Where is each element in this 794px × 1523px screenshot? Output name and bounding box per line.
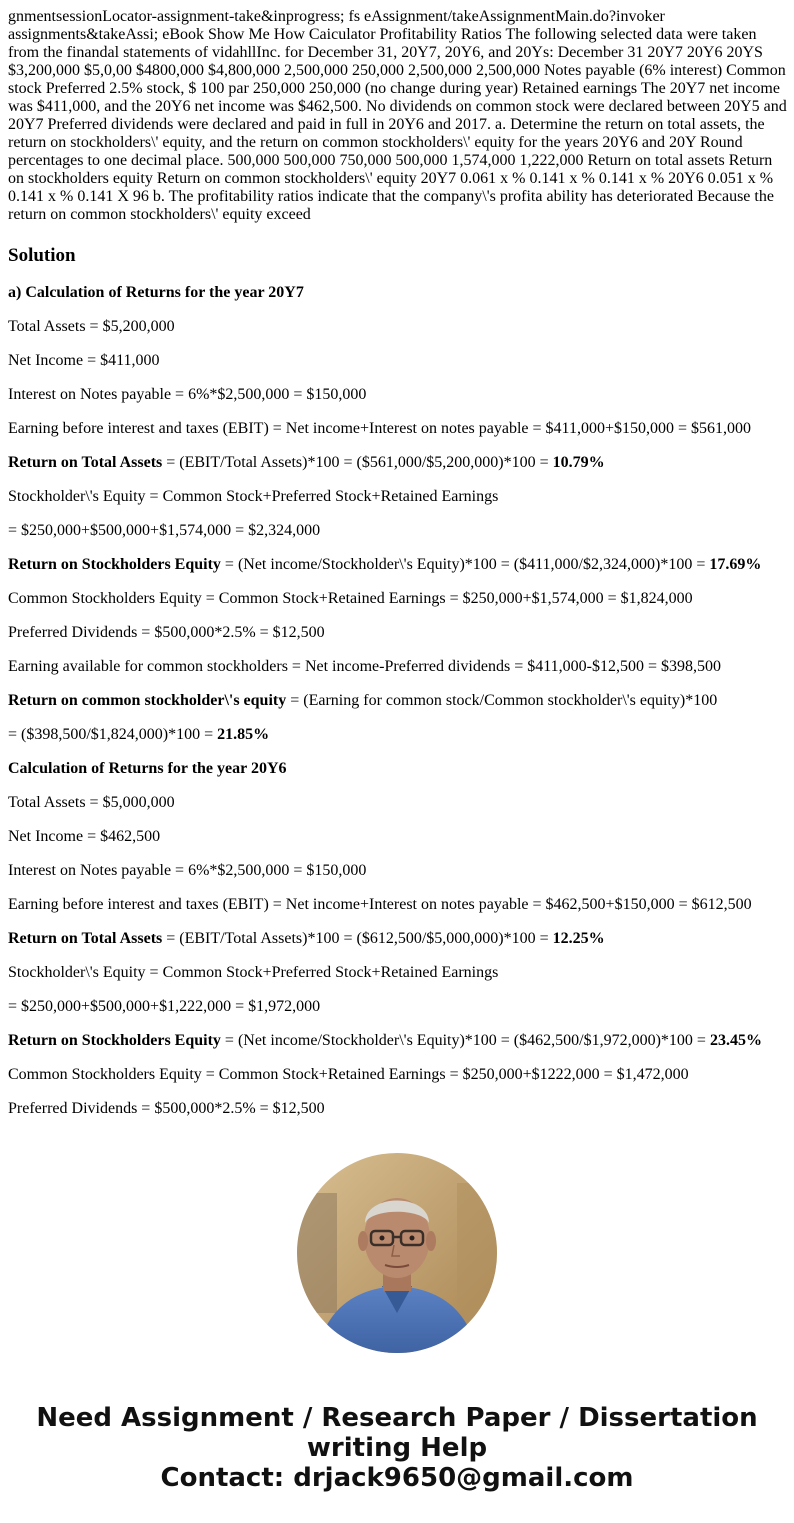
solution-line	[8, 1032, 788, 1050]
solution-line	[8, 488, 788, 506]
solution-line	[8, 964, 788, 982]
line-text: Net Income = $411,000	[8, 352, 160, 369]
solution-line	[8, 522, 788, 540]
solution-line	[8, 794, 788, 812]
line-text: Earning before interest and taxes (EBIT) = Net income+Interest on notes payable = $462,500+$150,000 = $612,500	[8, 896, 752, 913]
footer-line-3: Contact: drjack9650@gmail.com	[160, 1463, 634, 1493]
solution-line	[8, 590, 788, 608]
line-text: = (EBIT/Total Assets)*100 = ($561,000/$5,200,000)*100 =	[162, 454, 553, 471]
line-text: = ($398,500/$1,824,000)*100 =	[8, 726, 218, 743]
solution-line	[8, 1100, 788, 1118]
solution-line	[8, 1066, 788, 1084]
line-text: = (Net income/Stockholder\'s Equity)*100 = ($462,500/$1,972,000)*100 =	[220, 1032, 710, 1049]
solution-line	[8, 760, 788, 778]
solution-line	[8, 624, 788, 642]
solution-heading: Solution	[8, 245, 76, 266]
document-body	[8, 8, 788, 1134]
solution-line	[8, 556, 788, 574]
line-bold-label: a) Calculation of Returns for the year 20Y7	[8, 284, 304, 301]
line-text: Earning available for common stockholders = Net income-Preferred dividends = $411,000-$12,500 = $398,500	[8, 658, 721, 675]
line-text: Stockholder\'s Equity = Common Stock+Preferred Stock+Retained Earnings	[8, 488, 499, 505]
line-text: Net Income = $462,500	[8, 828, 161, 845]
solution-line	[8, 420, 788, 438]
solution-line	[8, 284, 788, 302]
solution-line	[8, 658, 788, 676]
solution-lines	[8, 284, 788, 1118]
line-text: = $250,000+$500,000+$1,222,000 = $1,972,000	[8, 998, 321, 1015]
line-text: Total Assets = $5,000,000	[8, 794, 175, 811]
line-bold-label: Return on Total Assets	[8, 930, 163, 947]
solution-line	[8, 896, 788, 914]
solution-line	[8, 318, 788, 336]
line-result: 23.45%	[709, 1032, 762, 1049]
line-bold-label: Return on common stockholder\'s equity	[8, 692, 287, 709]
solution-line	[8, 828, 788, 846]
solution-line	[8, 454, 788, 472]
footer-line-2: writing Help	[306, 1433, 488, 1463]
line-text: Earning before interest and taxes (EBIT) = Net income+Interest on notes payable = $411,000+$150,000 = $561,000	[8, 420, 751, 437]
line-text: Preferred Dividends = $500,000*2.5% = $12,500	[8, 1100, 325, 1117]
contact-footer	[0, 1403, 794, 1493]
line-text: Interest on Notes payable = 6%*$2,500,000 = $150,000	[8, 386, 367, 403]
line-bold-label: Return on Stockholders Equity	[8, 556, 221, 573]
line-result: 21.85%	[217, 726, 270, 743]
solution-line	[8, 930, 788, 948]
line-text: Common Stockholders Equity = Common Stock+Retained Earnings = $250,000+$1222,000 = $1,472,000	[8, 1066, 689, 1083]
solution-line	[8, 862, 788, 880]
line-text: Stockholder\'s Equity = Common Stock+Preferred Stock+Retained Earnings	[8, 964, 499, 981]
line-bold-label: Calculation of Returns for the year 20Y6	[8, 760, 287, 777]
line-text: Preferred Dividends = $500,000*2.5% = $12,500	[8, 624, 325, 641]
line-text: = (EBIT/Total Assets)*100 = ($612,500/$5,000,000)*100 =	[162, 930, 553, 947]
solution-line	[8, 726, 788, 744]
person-portrait-icon	[297, 1153, 497, 1353]
line-text: = (Earning for common stock/Common stockholder\'s equity)*100	[286, 692, 718, 709]
line-text: Common Stockholders Equity = Common Stock+Retained Earnings = $250,000+$1,574,000 = $1,824,000	[8, 590, 693, 607]
solution-line	[8, 692, 788, 710]
line-result: 10.79%	[552, 454, 605, 471]
line-text: = (Net income/Stockholder\'s Equity)*100 = ($411,000/$2,324,000)*100 =	[220, 556, 710, 573]
question-text: gnmentsessionLocator-assignment-take&inprogress; fs eAssignment/takeAssignmentMain.do?invoker assignments&takeAssi; eBook Show Me How Caiculator Profitability Ratios The following selected data were taken from the finandal statements of vidahllInc. for December 31, 20Y7, 20Y6, and 20Ys: December 31 20Y7 20Y6 20YS $3,200,000 $5,0,00 $4800,000 $4,800,000 2,500,000 250,000 2,500,000 2,500,000 Notes payable (6% interest) Common stock Preferred 2.5% stock, $ 100 par 250,000 250,000 (no change during year) Retained earnings The 20Y7 net income was $411,000, and the 20Y6 net income was $462,500. No dividends on common stock were declared between 20Y5 and 20Y7 Preferred dividends were declared and paid in full in 20Y6 and 2017. a. Determine the return on total assets, the return on stockholders\' equity, and the return on common stockholders\' equity for the years 20Y6 and 20Y Round percentages to one decimal place. 500,000 500,000 750,000 500,000 1,574,000 1,222,000 Return on total assets Return on stockholders equity Return on common stockholders\' equity 20Y7 0.061 x % 0.141 x % 0.141 x % 20Y6 0.051 x % 0.141 x % 0.141 X 96 b. The profitability ratios indicate that the company\'s profita ability has deteriorated Because the return on common stockholders\' equity exceed	[8, 8, 787, 223]
line-text: = $250,000+$500,000+$1,574,000 = $2,324,000	[8, 522, 321, 539]
line-text: Total Assets = $5,200,000	[8, 318, 175, 335]
line-result: 12.25%	[552, 930, 605, 947]
line-result: 17.69%	[709, 556, 762, 573]
line-text: Interest on Notes payable = 6%*$2,500,000 = $150,000	[8, 862, 367, 879]
line-bold-label: Return on Stockholders Equity	[8, 1032, 221, 1049]
solution-line	[8, 352, 788, 370]
footer-line-1: Need Assignment / Research Paper / Dissertation	[36, 1403, 758, 1433]
solution-line	[8, 998, 788, 1016]
line-bold-label: Return on Total Assets	[8, 454, 163, 471]
author-photo	[297, 1153, 497, 1353]
solution-line	[8, 386, 788, 404]
